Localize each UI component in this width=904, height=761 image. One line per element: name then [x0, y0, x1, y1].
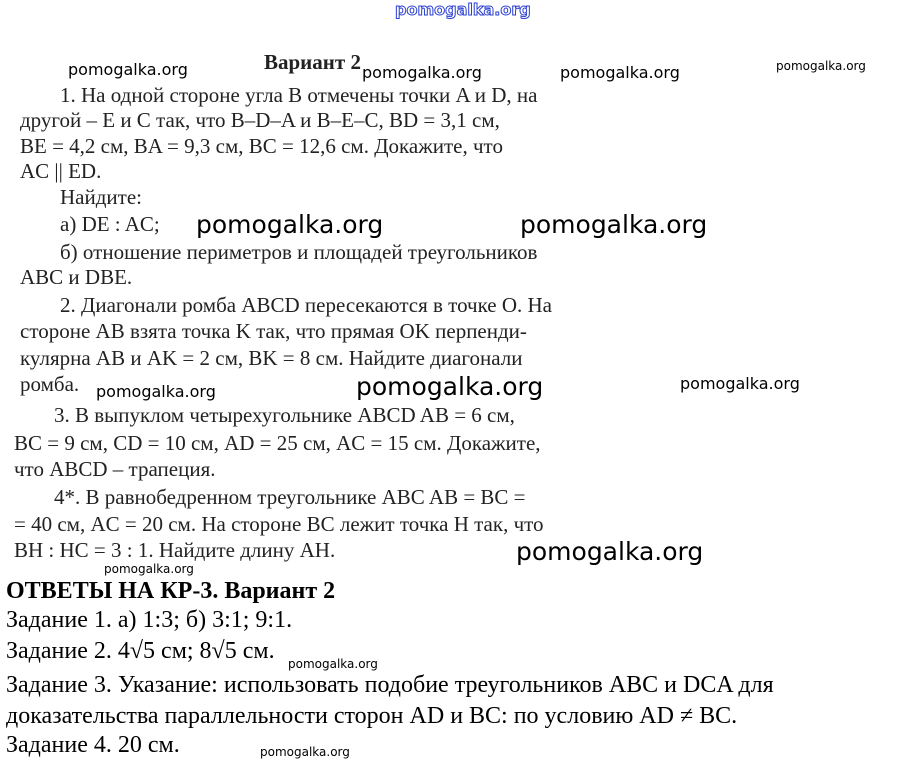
problem-line: ABC и DBE. — [20, 265, 133, 289]
problem-line: что ABCD – трапеция. — [14, 457, 216, 481]
problem-line: 2. Диагонали ромба ABCD пересекаются в точке O. На — [60, 293, 552, 317]
problem-line: 4*. В равнобедренном треугольнике ABC AB = BC = — [54, 485, 526, 509]
problem-line: = 40 см, AC = 20 см. На стороне BC лежит точка H так, что — [14, 512, 544, 536]
variant-heading: Вариант 2 — [264, 50, 361, 74]
problem-line: стороне AB взята точка K так, что прямая OK перпенди- — [20, 319, 527, 343]
watermark: pomogalka.org — [196, 210, 384, 239]
watermark: pomogalka.org — [96, 382, 216, 401]
answer-line: Задание 3. Указание: использовать подобие треугольников ABC и DCA для — [6, 672, 774, 698]
problem-line: а) DE : AC; — [60, 212, 160, 236]
watermark: pomogalka.org — [288, 657, 378, 671]
problem-line: 3. В выпуклом четырехугольнике ABCD AB = 6 см, — [54, 403, 515, 427]
problem-line: BE = 4,2 см, BA = 9,3 см, BC = 12,6 см. Докажите, что — [20, 134, 503, 158]
watermark-top: pomogalka.org — [395, 0, 531, 19]
answer-line: Задание 2. 4√5 см; 8√5 см. — [6, 638, 275, 664]
watermark: pomogalka.org — [516, 537, 704, 566]
problem-line: BH : HC = 3 : 1. Найдите длину AH. — [14, 538, 336, 562]
problem-line: другой – E и C так, что B–D–A и B–E–C, BD = 3,1 см, — [20, 108, 500, 132]
watermark: pomogalka.org — [560, 63, 680, 82]
problem-line: б) отношение периметров и площадей треугольников — [60, 240, 538, 264]
problem-line: кулярна AB и AK = 2 см, BK = 8 см. Найдите диагонали — [20, 346, 523, 370]
answers-title: ОТВЕТЫ НА КР-3. Вариант 2 — [6, 578, 336, 604]
watermark: pomogalka.org — [520, 210, 708, 239]
problem-line: AC || ED. — [20, 159, 102, 183]
problem-line: Найдите: — [60, 185, 142, 209]
watermark: pomogalka.org — [362, 63, 482, 82]
answer-line: Задание 4. 20 см. — [6, 732, 180, 758]
watermark: pomogalka.org — [680, 374, 800, 393]
watermark: pomogalka.org — [104, 562, 194, 576]
watermark: pomogalka.org — [68, 60, 188, 79]
answer-line: Задание 1. а) 1:3; б) 3:1; 9:1. — [6, 607, 293, 633]
problem-line: 1. На одной стороне угла B отмечены точки A и D, на — [60, 83, 538, 107]
problem-line: ромба. — [20, 372, 80, 396]
watermark: pomogalka.org — [260, 745, 350, 759]
watermark: pomogalka.org — [776, 59, 866, 73]
problem-line: BC = 9 см, CD = 10 см, AD = 25 см, AC = 15 см. Докажите, — [14, 431, 541, 455]
answer-line: доказательства параллельности сторон AD и BC: по условию AD ≠ BC. — [6, 703, 738, 729]
watermark: pomogalka.org — [356, 372, 544, 401]
